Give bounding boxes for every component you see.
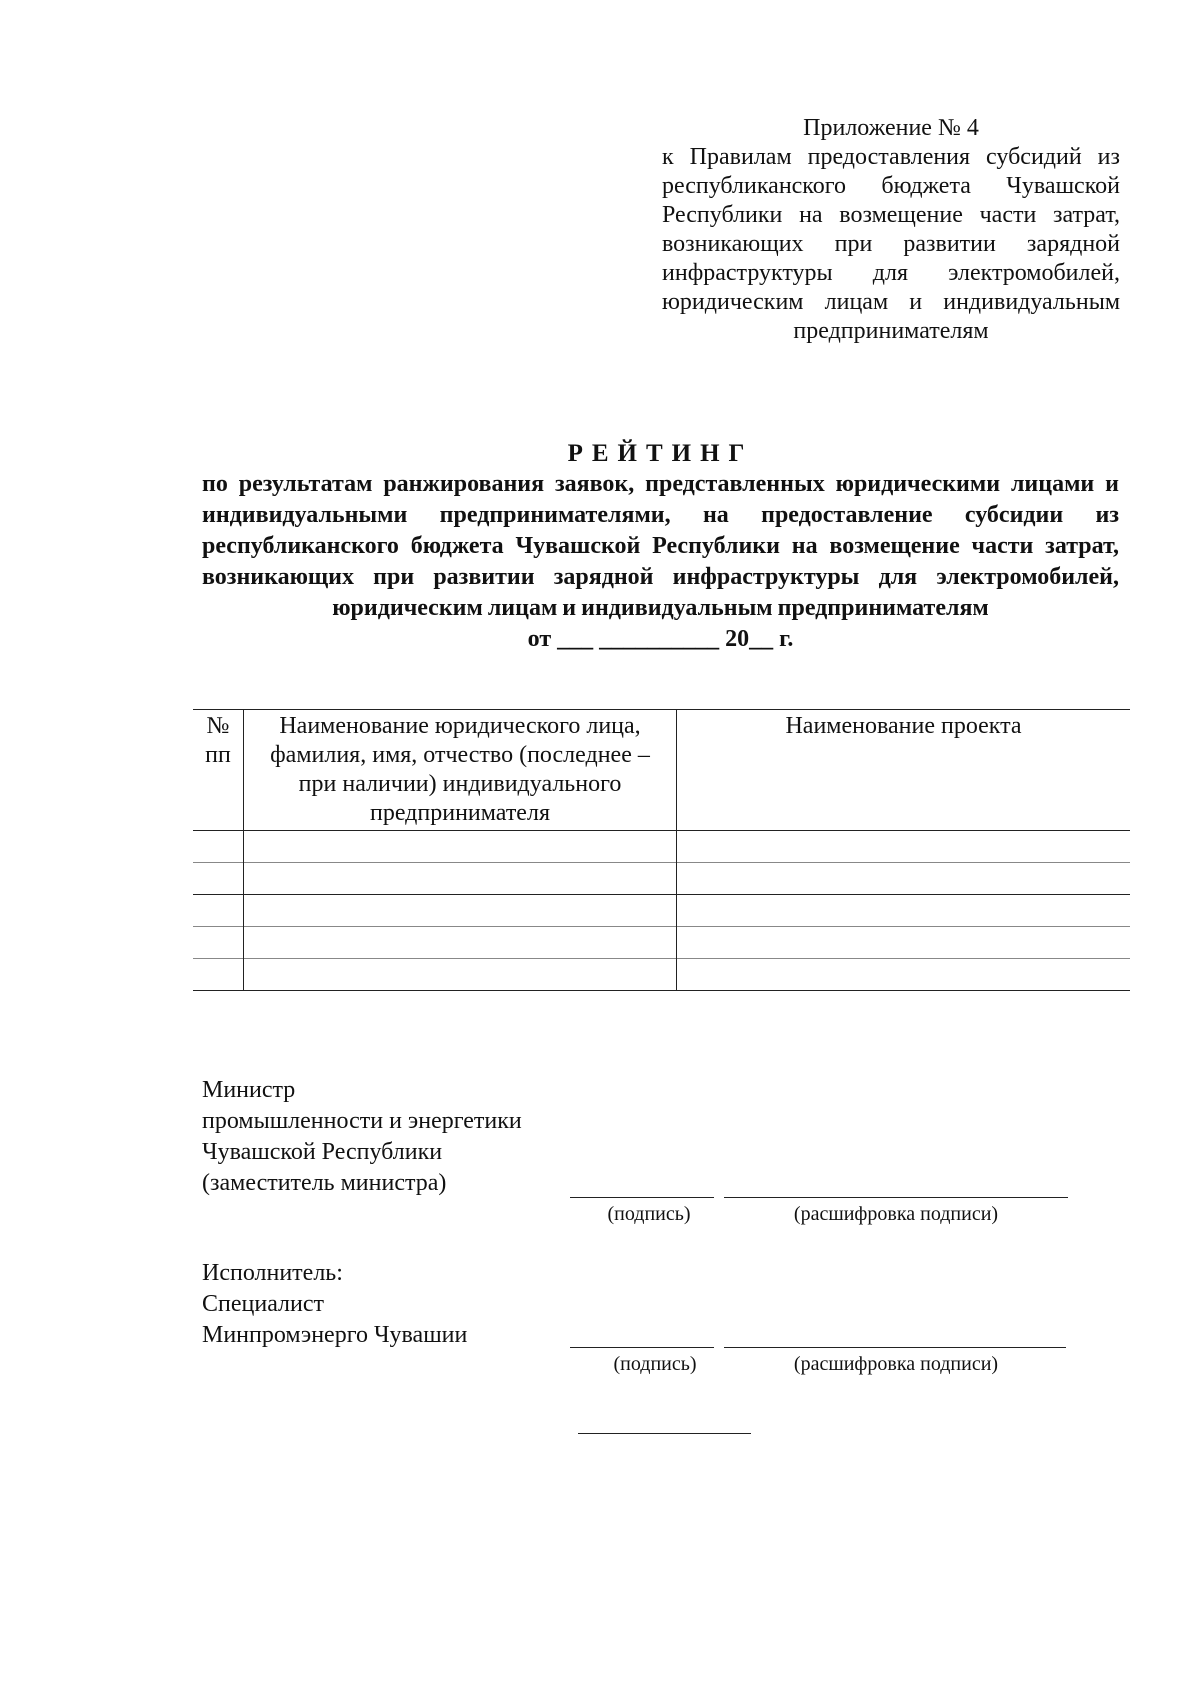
minister-signature-line[interactable]	[570, 1197, 714, 1198]
executor-block	[202, 1258, 467, 1351]
table-cell-number[interactable]	[193, 831, 244, 863]
minister-decoding-line[interactable]	[724, 1197, 1068, 1198]
table-cell-applicant[interactable]	[244, 831, 677, 863]
minister-block	[202, 1075, 522, 1199]
table-row	[193, 927, 1130, 959]
header-applicant-name: Наименование юридического лица, фамилия, имя, отчество (последнее – при наличии) индивидуального предпринимателя	[244, 710, 677, 831]
minister-republic: Чувашской Республики	[202, 1139, 443, 1165]
table-cell-project[interactable]	[677, 831, 1131, 863]
table-cell-applicant[interactable]	[244, 959, 677, 991]
table-cell-number[interactable]	[193, 895, 244, 927]
minister-title: Министр	[202, 1077, 296, 1103]
table-cell-project[interactable]	[677, 959, 1131, 991]
appendix-header	[662, 114, 1120, 346]
executor-decoding-line[interactable]	[724, 1347, 1066, 1348]
table-row	[193, 895, 1130, 927]
executor-label: Исполнитель:	[202, 1260, 343, 1286]
closing-separator-line	[578, 1433, 751, 1434]
table-cell-project[interactable]	[677, 927, 1131, 959]
minister-decoding-caption: (расшифровка подписи)	[793, 1203, 999, 1225]
table-row	[193, 831, 1130, 863]
table-cell-project[interactable]	[677, 895, 1131, 927]
executor-signature-caption: (подпись)	[613, 1353, 697, 1375]
table-row	[193, 959, 1130, 991]
rating-date-line: от ___ __________ 20__ г.	[527, 626, 794, 652]
minister-ministry: промышленности и энергетики	[202, 1108, 522, 1134]
executor-organization: Минпромэнерго Чувашии	[202, 1322, 468, 1348]
header-number: № пп	[193, 710, 244, 831]
rating-title: РЕЙТИНГ	[567, 440, 754, 467]
appendix-number: Приложение № 4	[803, 115, 979, 141]
table-cell-number[interactable]	[193, 959, 244, 991]
minister-deputy-note: (заместитель министра)	[202, 1170, 447, 1196]
table-header-row	[193, 710, 1130, 831]
table-cell-applicant[interactable]	[244, 927, 677, 959]
minister-signature-caption: (подпись)	[607, 1203, 691, 1225]
executor-signature-line[interactable]	[570, 1347, 714, 1348]
rating-heading	[202, 438, 1119, 655]
rating-subtitle: по результатам ранжирования заявок, представленных юридическими лицами и индивидуальными предпринимателями, на предоставление субсидии из республиканского бюджета Чувашской Республики на возмещение части затрат, возникающих при развитии зарядной инфраструктуры для электромобилей, юридическим лицам и индивидуальным предпринимателям	[202, 471, 1119, 621]
table-cell-applicant[interactable]	[244, 895, 677, 927]
executor-decoding-caption: (расшифровка подписи)	[793, 1353, 999, 1375]
table-row	[193, 863, 1130, 895]
executor-position: Специалист	[202, 1291, 325, 1317]
table-cell-applicant[interactable]	[244, 863, 677, 895]
rating-table	[193, 709, 1130, 991]
header-project-name: Наименование проекта	[677, 710, 1131, 831]
table-cell-number[interactable]	[193, 863, 244, 895]
table-cell-project[interactable]	[677, 863, 1131, 895]
table-cell-number[interactable]	[193, 927, 244, 959]
appendix-subtitle: к Правилам предоставления субсидий из республиканского бюджета Чувашской Республики на возмещение части затрат, возникающих при развитии зарядной инфраструктуры для электромобилей, юридическим лицам и индивидуальным предпринимателям	[662, 144, 1120, 344]
